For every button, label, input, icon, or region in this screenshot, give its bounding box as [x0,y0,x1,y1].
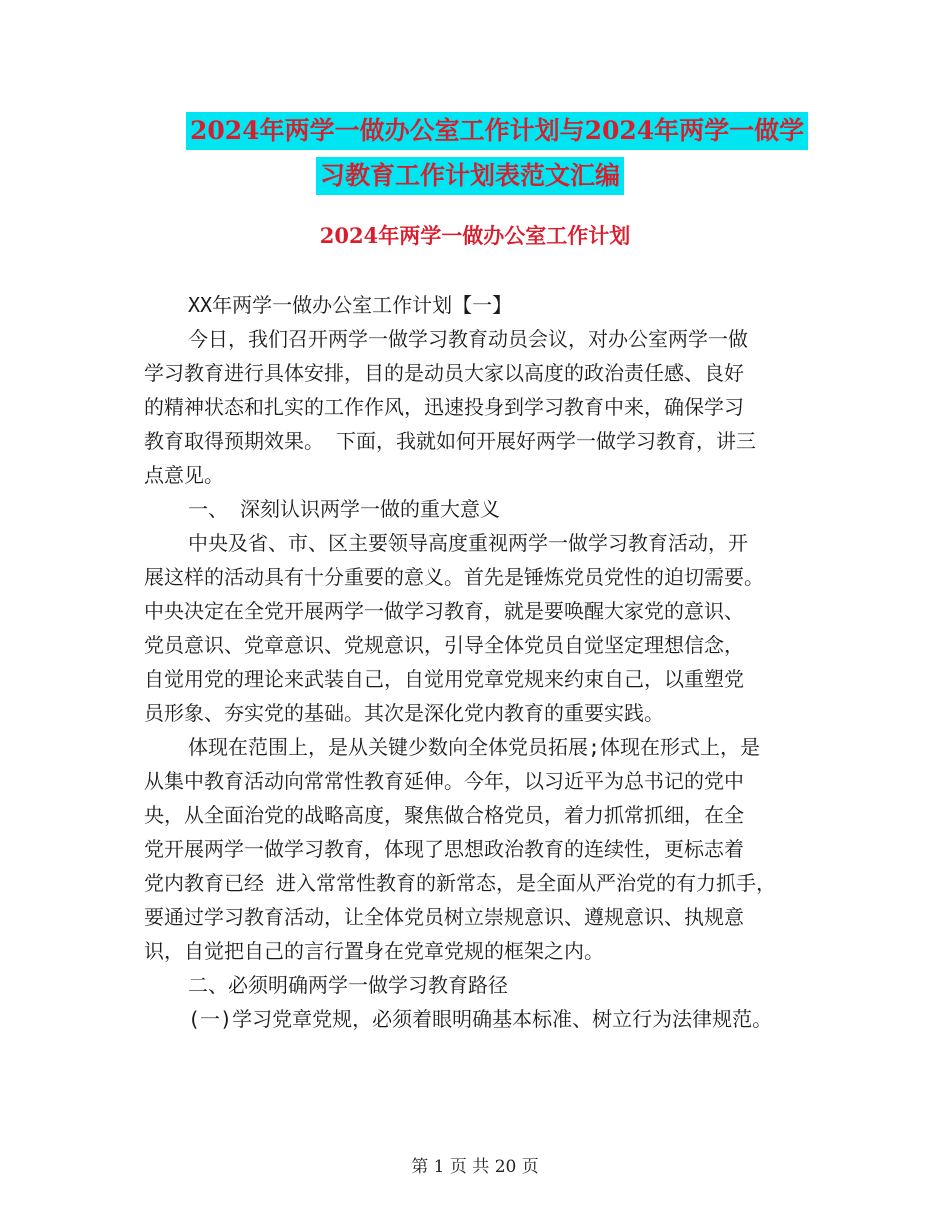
text-line: 体现在范围上，是从关键少数向全体党员拓展;体现在形式上，是 [188,735,761,759]
text-line: 学习教育进行具体安排，目的是动员大家以高度的政治责任感、良好 [144,361,744,385]
text-line: 中央决定在全党开展两学一做学习教育，就是要唤醒大家党的意识、 [144,599,744,623]
text-line: 员形象、夯实党的基础。其次是深化党内教育的重要实践。 [144,701,664,725]
text-line: 今日，我们召开两学一做学习教育动员会议，对办公室两学一做 [188,327,748,351]
title-line-1: 2024年两学一做办公室工作计划与2024年两学一做学 [186,112,808,150]
text-line: 从集中教育活动向常常性教育延伸。今年，以习近平为总书记的党中 [144,769,744,793]
text-line: 展这样的活动具有十分重要的意义。首先是锤炼党员党性的迫切需要。 [144,565,764,589]
text-line: 教育取得预期效果。 下面，我就如何开展好两学一做学习教育，讲三 [144,429,757,453]
text-line: 党内教育已经 进入常常性教育的新常态，是全面从严治党的有力抓手， [144,871,777,895]
text-line: XX年两学一做办公室工作计划【一】 [188,293,513,317]
body-text [144,288,824,1036]
text-line: 的精神状态和扎实的工作作风，迅速投身到学习教育中来，确保学习 [144,395,744,419]
text-line: 央，从全面治党的战略高度，聚焦做合格党员，着力抓常抓细，在全 [144,803,744,827]
text-line: 要通过学习教育活动，让全体党员树立崇规意识、遵规意识、执规意 [144,905,744,929]
text-line: (一)学习党章党规，必须着眼明确基本标准、树立行为法律规范。 [188,1007,773,1031]
text-line: 点意见。 [144,463,224,487]
text-line: 二、必须明确两学一做学习教育路径 [188,973,508,997]
section-heading: 2024年两学一做办公室工作计划 [319,223,631,248]
text-line: 中央及省、市、区主要领导高度重视两学一做学习教育活动，开 [188,531,748,555]
text-line: 一、 深刻认识两学一做的重大意义 [188,497,501,521]
text-line: 党员意识、党章意识、党规意识，引导全体党员自觉坚定理想信念， [144,633,744,657]
text-line: 自觉用党的理论来武装自己，自觉用党章党规来约束自己，以重塑党 [144,667,744,691]
title-line-2: 习教育工作计划表范文汇编 [316,157,624,195]
text-line: 识，自觉把自己的言行置身在党章党规的框架之内。 [144,939,604,963]
text-line: 党开展两学一做学习教育，体现了思想政治教育的连续性，更标志着 [144,837,744,861]
page-footer: 第 1 页 共 20 页 [411,1157,539,1177]
